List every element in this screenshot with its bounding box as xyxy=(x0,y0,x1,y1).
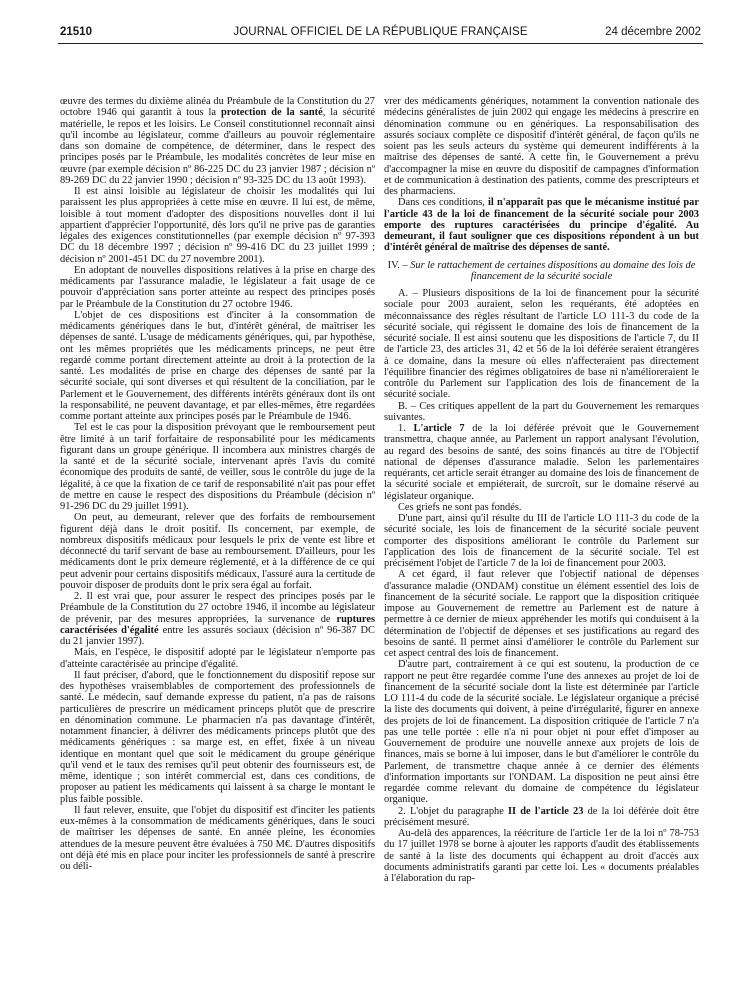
paragraph xyxy=(60,805,375,873)
paragraph xyxy=(384,502,699,513)
right-column xyxy=(384,96,699,884)
paragraph-text: Dans ces conditions, xyxy=(398,197,489,209)
paragraph-text: 2. Il est vrai que, pour assurer le respect des principes posés par le Préambule de la Constitution du 27 octobre 1946, il incombe au législateur de prévenir, par des mesures appropriées, la survenance de xyxy=(60,591,375,625)
paragraph-text: D'une part, ainsi qu'il résulte du III de l'article LO 111-3 du code de la sécurité sociale, les lois de financement de la sécurité sociale peuvent comporter des dispositions améliorant le contrôle du Parlement sur l'application des lois de financement de la sécurité sociale. Tel est précisément l'objet de l'article 7 de la loi de financement pour 2003. xyxy=(384,513,699,569)
page-header xyxy=(60,26,701,42)
paragraph xyxy=(60,670,375,805)
paragraph-text: de la loi déférée doit être précisément mesuré. xyxy=(384,805,699,828)
header-rule xyxy=(58,43,703,44)
paragraph xyxy=(384,197,699,253)
paragraph-text: , la sécurité matérielle, le repos et les loisirs. Le Conseil constitutionnel reconnaît ainsi qu'il incombe au législateur, comme d'ailleurs au pouvoir réglementaire dans son domaine de compétence, de déterminer, dans le respect des principes posés par le Préambule, les modalités concrètes de leur mise en œuvre (par exemple décision nº 86-225 DC du 23 janvier 1987 ; décision nº 89-269 DC du 22 janvier 1990 ; décision nº 93-325 DC du 13 août 1993). xyxy=(60,107,375,186)
paragraph-text: Mais, en l'espèce, le dispositif adopté par le législateur n'emporte pas d'atteinte caractérisée au principe d'égalité. xyxy=(60,647,375,670)
paragraph-text: de la loi déférée prévoit que le Gouvernement transmettra, chaque année, au Parlement un rapport analysant l'évolution, au regard des besoins de santé, des soins financés au titre de l'Objectif national de dépenses d'assurance maladie. Selon les parlementaires requérants, cet article serait étranger au domaine des lois de financement de la sécurité sociale et empiéterait, de surcroît, sur le domaine réservé au législateur organique. xyxy=(384,423,699,502)
left-column xyxy=(60,96,375,872)
paragraph-text: En adoptant de nouvelles dispositions relatives à la prise en charge des médicaments par l'assurance maladie, le législateur a fait usage de ce pouvoir d'appréciation sans porter atteinte au respect des principes posés par le Préambule de la Constitution du 27 octobre 1946. xyxy=(60,264,375,310)
paragraph xyxy=(60,186,375,265)
journal-title: JOURNAL OFFICIEL DE LA RÉPUBLIQUE FRANÇAISE xyxy=(233,26,528,38)
section-heading-title: Sur le rattachement de certaines dispositions au domaine des lois de financement de la sécurité sociale xyxy=(410,259,696,282)
paragraph-text: On peut, au demeurant, relever que des forfaits de remboursement figurent déjà dans le droit positif. Ils concernent, par exemple, de nombreux dispositifs médicaux pour lesquels le prix de vente est libre et déconnecté du tarif servant de base au remboursement. D'ailleurs, pour les médicaments dont le prix demeure réglementé, et à la différence de ce qui peut advenir pour certains dispositifs médicaux, l'assuré aura la certitude de pouvoir disposer de produits dont le prix sera égal au forfait. xyxy=(60,512,375,591)
paragraph-text: Il est ainsi loisible au législateur de choisir les modalités qui lui paraissent les plus appropriées à cette mise en œuvre. Il lui est, de même, loisible à tout moment d'adopter des dispositions nouvelles dont il lui appartient d'apprécier l'opportunité, dès lors qu'il ne prive pas de garanties légales des exigences constitutionnelles (par exemple décision nº 97-393 DC du 18 décembre 1997 ; décision nº 99-416 DC du 23 juillet 1999 ; décision nº 2001-451 DC du 27 novembre 2001). xyxy=(60,186,375,265)
paragraph xyxy=(60,647,375,670)
paragraph-text: Il faut relever, ensuite, que l'objet du dispositif est d'inciter les patients eux-mêmes à la consommation de médicaments génériques, dans le souci de maîtriser les dépenses de santé. En année pleine, les économies attendues de la mesure peuvent être évaluées à 750 M€. D'autres dispositifs ont déjà été mis en place pour inciter les professionnels de santé à prescrire ou déli- xyxy=(60,804,375,872)
bold-text: il n'apparaît pas que le mécanisme institué par l'article 43 de la loi de financement de la sécurité sociale pour 2003 emporte des ruptures caractérisées du principe d'égalité. Au demeurant, il faut souligner que ces dispositions répondent à un but d'intérêt général de maîtrise des dépenses de santé. xyxy=(384,197,699,254)
paragraph-text: D'autre part, contrairement à ce qui est soutenu, la production de ce rapport ne peut être regardée comme l'une des annexes au projet de loi de financement de la sécurité sociale dont la liste est déterminée par l'article LO 111-4 du code de la sécurité sociale. Le législateur organique a précisé la liste des documents qui doivent, à peine d'irrégularité, figurer en annexe des projets de loi de financement. La disposition critiquée de l'article 7 n'a pas une telle portée : elle n'a ni pour objet ni pour effet d'imposer au Gouvernement de produire une nouvelle annexe aux projets de lois de finances, mais se borne à lui imposer, dans le but d'améliorer le contrôle du Parlement, de transmettre chaque année à ce dernier des éléments d'information importants sur l'ONDAM. La disposition ne peut ainsi être regardée comme relevant du domaine de compétence du législateur organique. xyxy=(384,659,699,806)
bold-text: II de l'article 23 xyxy=(508,805,584,817)
right-body xyxy=(384,288,699,884)
paragraph-text: L'objet de ces dispositions est d'inciter à la consommation de médicaments génériques dans le but, d'intérêt général, de maîtriser les dépenses de santé. L'usage de médicaments génériques, qui, par hypothèse, ont les mêmes propriétés que les médicaments princeps, ne peut être regardé comme portant directement atteinte au droit à la protection de la santé. Les modalités de prise en charge des dépenses de santé par la sécurité sociale, qui sont diverses et qui résultent de la conciliation, par le Parlement et le Gouvernement, des différents intérêts généraux dont ils ont la responsabilité, ne peuvent davantage, et par elles-mêmes, être regardées comme portant atteinte aux principes posés par le Préambule de 1946. xyxy=(60,309,375,422)
paragraph xyxy=(60,265,375,310)
bold-text: L'article 7 xyxy=(413,423,465,434)
right-intro xyxy=(384,96,699,254)
paragraph xyxy=(384,806,699,829)
page-number: 21510 xyxy=(60,26,92,38)
paragraph xyxy=(60,591,375,647)
paragraph-text: A cet égard, il faut relever que l'objectif national de dépenses d'assurance maladie (ONDAM) constitue un élément essentiel des lois de financement de la sécurité sociale. Le rapport que la disposition critiquée impose au Gouvernement de remettre au Parlement est de nature à permettre à ce dernier de mieux appréhender les motifs qui conduisent à la détermination de l'objectif de dépenses et ses justifications au regard des besoins de santé. Il permet ainsi d'améliorer le contrôle du Parlement sur cet aspect central des lois de financement. xyxy=(384,569,699,659)
paragraph-text: Il faut préciser, d'abord, que le fonctionnement du dispositif repose sur des hypothèses vraisemblables de comportement des professionnels de santé. Le médecin, sauf demande expresse du patient, n'a pas de raisons particulières de prescrire un médicament princeps plutôt que de prescrire en dénomination commune. Le pharmacien n'a pas davantage d'intérêt, notamment financier, à délivrer des médicaments princeps plutôt que des médicaments génériques : sa marge est, en effet, fixée à un niveau identique en montant quel que soit le médicament du groupe générique qu'il vend et le taux des remises qu'il peut obtenir des fournisseurs est, de même, identique ; son intérêt commercial est, dans ces conditions, de proposer au patient les médicaments qui laissent à sa charge le montant le plus faible possible. xyxy=(60,669,375,805)
paragraph xyxy=(60,422,375,512)
bold-text: protection de la santé xyxy=(220,107,323,119)
bold-text: ruptures caractérisées d'égalité xyxy=(60,613,375,636)
paragraph-text: 2. L'objet du paragraphe xyxy=(398,805,508,817)
paragraph xyxy=(60,96,375,186)
paragraph-text: Ces griefs ne sont pas fondés. xyxy=(398,501,522,513)
paragraph-text: vrer des médicaments génériques, notamment la convention nationale des médecins généralistes de juin 2002 qui engage les médecins à prescrire en dénomination commune ou en génériques. La responsabilisation des assurés sociaux complète ce dispositif d'intérêt général, de façon qu'ils ne soient pas les seuls acteurs du système qui demeurent indifférents à la maîtrise des dépenses de santé. A cette fin, le Gouvernement a prévu d'accompagner la mise en œuvre du dispositif de campagnes d'information et de communication à destination des patients, comme des prescripteurs et des pharmaciens. xyxy=(384,96,699,197)
paragraph-text: Au-delà des apparences, la réécriture de l'article 1er de la loi nº 78-753 du 17 juillet 1978 se borne à ajouter les rapports d'audit des établissements de santé à la liste des documents qui échappent au droit d'accès aux documents administratifs garanti par cette loi. Les « documents préalables à l'élaboration du rap- xyxy=(384,828,699,884)
paragraph xyxy=(384,659,699,805)
paragraph-text: B. – Ces critiques appellent de la part du Gouvernement les remarques suivantes. xyxy=(384,400,699,423)
section-heading xyxy=(384,260,699,283)
paragraph xyxy=(60,512,375,591)
paragraph-text: 1. xyxy=(398,423,414,434)
paragraph-text: A. – Plusieurs dispositions de la loi de financement pour la sécurité sociale pour 2003 auraient, selon les requérants, été adoptées en méconnaissance des règles résultant de l'article LO 111-3 du code de la sécurité sociale, qui régissent le domaine des lois de financement de la sécurité sociale. Il est ainsi soutenu que les dispositions de l'article 7, du II de l'article 23, des articles 31, 42 et 56 de la loi déférée seraient étrangères à ce domaine, dans la mesure où elles n'affecteraient pas directement l'équilibre financier des régimes obligatoires de base ni n'amélioreraient le contrôle du Parlement sur l'application des lois de financement de la sécurité sociale. xyxy=(384,288,699,401)
paragraph-text: Tel est le cas pour la disposition prévoyant que le remboursement peut être limité à un tarif forfaitaire de responsabilité pour les médicaments figurant dans un groupe générique. Il incombera aux ministres chargés de la santé et de la sécurité sociale, intervenant après l'avis du comité économique des produits de santé, de veiller, sous le contrôle du juge de la légalité, à ce que la fixation de ce tarif de responsabilité n'ait pas pour effet de mettre en cause le respect des dispositions du Préambule (décision nº 91-296 DC du 29 juillet 1991). xyxy=(60,422,375,512)
paragraph-text: entre les assurés sociaux (décision nº 96-387 DC du 21 janvier 1997). xyxy=(60,624,375,647)
paragraph-text: œuvre des termes du dixième alinéa du Préambule de la Constitution du 27 octobre 1946 qui garantit à tous la xyxy=(60,96,375,119)
paragraph xyxy=(384,828,699,884)
issue-date: 24 décembre 2002 xyxy=(605,26,701,38)
paragraph xyxy=(384,569,699,659)
section-heading-lead: IV. – xyxy=(387,259,411,271)
paragraph xyxy=(384,401,699,424)
paragraph xyxy=(60,310,375,423)
paragraph xyxy=(384,96,699,197)
paragraph xyxy=(384,423,699,502)
paragraph xyxy=(384,288,699,401)
paragraph xyxy=(384,513,699,569)
